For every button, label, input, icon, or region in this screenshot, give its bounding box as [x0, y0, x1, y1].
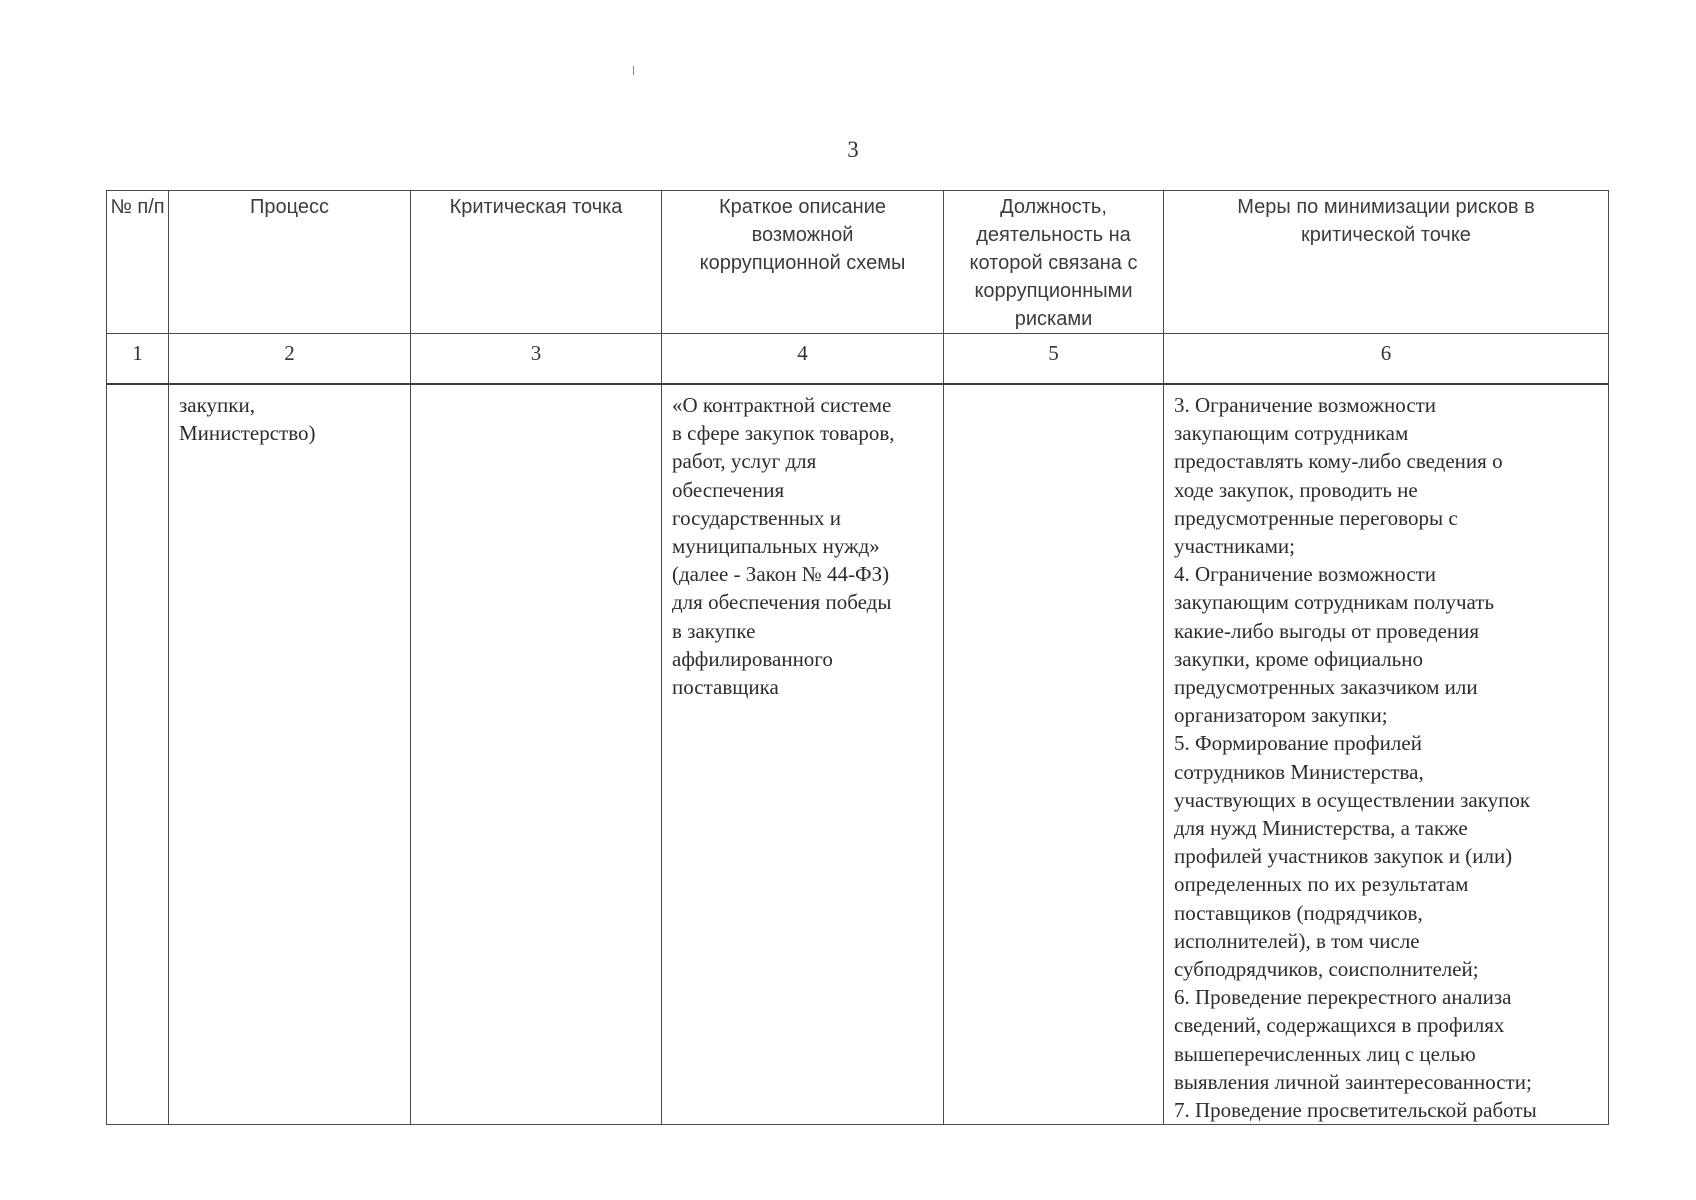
table-header-row	[107, 191, 1609, 334]
cell-position	[944, 384, 1164, 1125]
process-line: Министерство)	[179, 421, 316, 446]
measures-line: сведений, содержащихся в профилях	[1174, 1013, 1505, 1038]
header-scheme-description: Краткое описание возможной коррупционной схемы	[662, 191, 944, 334]
measures-line: вышеперечисленных лиц с целью	[1174, 1041, 1476, 1066]
header-number: № п/п	[107, 191, 169, 334]
scheme-line: муниципальных нужд»	[672, 534, 880, 559]
measures-line: 3. Ограничение возможности	[1174, 393, 1437, 417]
column-number: 2	[169, 334, 411, 385]
measures-line: закупающим сотрудникам	[1174, 421, 1409, 446]
measures-line: закупающим сотрудникам получать	[1174, 590, 1495, 615]
process-line: закупки,	[179, 393, 255, 417]
scheme-line: государственных и	[672, 505, 842, 530]
scheme-line: (далее - Закон № 44-ФЗ)	[672, 562, 890, 587]
scan-artifact-mark	[633, 66, 634, 75]
measures-line: предусмотренные переговоры с	[1174, 505, 1458, 530]
cell-critical-point	[411, 384, 662, 1125]
measures-line: 5. Формирование профилей	[1174, 731, 1422, 756]
cell-scheme-description	[662, 384, 944, 1125]
scheme-line: «О контрактной системе	[672, 393, 892, 417]
column-number: 4	[662, 334, 944, 385]
cell-measures	[1164, 384, 1609, 1125]
scheme-line: обеспечения	[672, 477, 785, 502]
measures-line: выявления личной заинтересованности;	[1174, 1069, 1532, 1094]
measures-line: субподрядчиков, соисполнителей;	[1174, 957, 1479, 982]
measures-line: 4. Ограничение возможности	[1174, 562, 1437, 587]
measures-line: 7. Проведение просветительской работы	[1174, 1098, 1537, 1123]
scheme-line: работ, услуг для	[672, 449, 817, 474]
scheme-line: поставщика	[672, 675, 779, 700]
scheme-line: в сфере закупок товаров,	[672, 421, 895, 446]
measures-line: участвующих в осуществлении закупок	[1174, 787, 1531, 812]
column-number: 1	[107, 334, 169, 385]
column-number: 3	[411, 334, 662, 385]
cell-process	[169, 384, 411, 1125]
page-number: 3	[847, 137, 859, 162]
measures-line: предусмотренных заказчиком или	[1174, 675, 1478, 700]
measures-line: поставщиков (подрядчиков,	[1174, 900, 1423, 925]
measures-line: исполнителей), в том числе	[1174, 928, 1420, 953]
header-process: Процесс	[169, 191, 411, 334]
table-row	[107, 384, 1609, 1125]
measures-line: предоставлять кому-либо сведения о	[1174, 449, 1503, 474]
column-number: 5	[944, 334, 1164, 385]
measures-line: какие-либо выгоды от проведения	[1174, 618, 1480, 643]
column-number: 6	[1164, 334, 1609, 385]
header-measures: Меры по минимизации рисков в критической точке	[1164, 191, 1609, 334]
measures-line: 6. Проведение перекрестного анализа	[1174, 985, 1512, 1010]
measures-line: профилей участников закупок и (или)	[1174, 844, 1513, 869]
scheme-line: аффилированного	[672, 646, 833, 671]
scheme-line: в закупке	[672, 618, 756, 643]
header-position: Должность, деятельность на которой связана с коррупционными рисками	[944, 191, 1164, 334]
corruption-risk-table	[106, 190, 1609, 1125]
measures-line: участниками;	[1174, 534, 1295, 559]
measures-line: ходе закупок, проводить не	[1174, 477, 1418, 502]
cell-number	[107, 384, 169, 1125]
measures-line: определенных по их результатам	[1174, 872, 1469, 897]
measures-line: сотрудников Министерства,	[1174, 759, 1424, 784]
measures-line: закупки, кроме официально	[1174, 646, 1423, 671]
measures-line: организатором закупки;	[1174, 703, 1388, 728]
column-number-row	[107, 334, 1609, 385]
measures-line: для нужд Министерства, а также	[1174, 816, 1468, 841]
scheme-line: для обеспечения победы	[672, 590, 892, 615]
header-critical-point: Критическая точка	[411, 191, 662, 334]
